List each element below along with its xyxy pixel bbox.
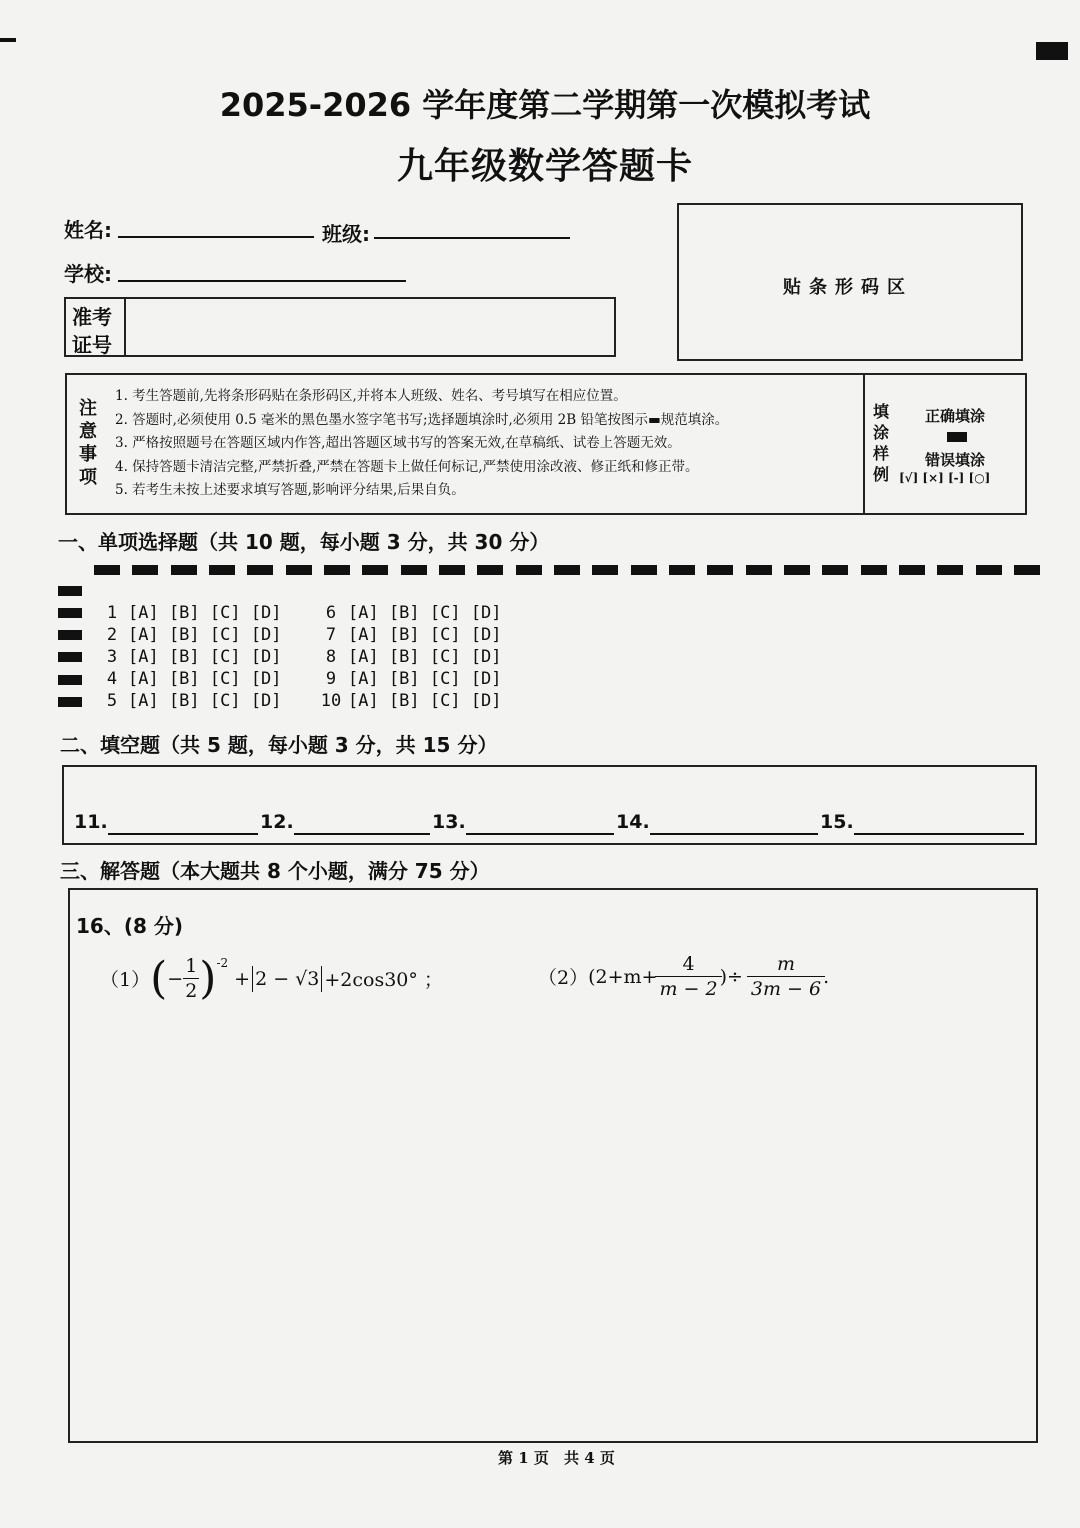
- part1-label: （1）: [100, 969, 151, 991]
- notes-side-char-1: 注: [79, 398, 97, 419]
- timing-mark: [362, 565, 388, 575]
- answer-options[interactable]: [A] [B] [C] [D]: [348, 691, 502, 711]
- fill-side-char-2: 涂: [873, 423, 890, 442]
- correct-fill-sample: [947, 432, 967, 442]
- choice-row[interactable]: [96, 690, 282, 712]
- wrong-fill-label: 错误填涂: [925, 451, 986, 469]
- blank-label-11: 11.: [74, 811, 108, 833]
- question-number: 9: [325, 669, 337, 689]
- ticket-label-2: 证号: [72, 333, 112, 357]
- corner-mark-left: [0, 38, 16, 42]
- correct-fill-label: 正确填涂: [925, 407, 986, 425]
- timing-mark: [554, 565, 580, 575]
- name-label: 姓名:: [64, 218, 112, 242]
- row-mark: [58, 608, 82, 618]
- row-mark: [58, 697, 82, 707]
- blank-field-11[interactable]: [108, 833, 258, 835]
- total-pages: 共 4 页: [564, 1449, 615, 1467]
- choice-row[interactable]: [314, 602, 502, 624]
- fill-side-label: [873, 401, 893, 485]
- timing-mark: [707, 565, 733, 575]
- part1-expression: [100, 954, 443, 1003]
- timing-mark: [477, 565, 503, 575]
- name-field[interactable]: [118, 236, 314, 238]
- section3-heading: 三、解答题（本大题共 8 个小题，满分 75 分）: [60, 859, 490, 883]
- part1-rest: +2cos30° ；: [324, 969, 443, 991]
- card-title: 九年级数学答题卡: [396, 146, 693, 187]
- part2-mid: )÷: [719, 965, 743, 988]
- question-number: 2: [106, 625, 118, 645]
- choice-row[interactable]: [96, 646, 282, 668]
- answer-options[interactable]: [A] [B] [C] [D]: [128, 647, 282, 667]
- part1-numerator: 1: [185, 955, 198, 977]
- note-item-3: 3. 严格按照题号在答题区域内作答,超出答题区域书写的答案无效,在草稿纸、试卷上答题无效。: [115, 435, 681, 451]
- ticket-label-1: 准考: [72, 305, 112, 329]
- minus-sign: −: [167, 967, 184, 990]
- timing-mark: [899, 565, 925, 575]
- blank-label-15: 15.: [820, 811, 854, 833]
- answer-options[interactable]: [A] [B] [C] [D]: [128, 669, 282, 689]
- part2-expression: [538, 952, 829, 1001]
- question-number: 10: [320, 691, 342, 711]
- part2-f2-numerator: m: [747, 952, 825, 977]
- part2-fraction-1: [657, 952, 719, 1001]
- notes-list: [115, 385, 867, 503]
- part2-prefix: (2+m+: [588, 965, 658, 988]
- section2-heading: 二、填空题（共 5 题，每小题 3 分，共 15 分）: [60, 733, 498, 757]
- choice-column-1: [96, 602, 282, 712]
- timing-mark: [209, 565, 235, 575]
- timing-mark: [286, 565, 312, 575]
- part2-label: （2）: [538, 967, 589, 989]
- timing-mark: [937, 565, 963, 575]
- blank-field-14[interactable]: [650, 833, 818, 835]
- school-field[interactable]: [118, 280, 406, 282]
- timing-mark: [401, 565, 427, 575]
- part2-f1-denominator: m − 2: [659, 978, 718, 1000]
- timing-mark: [171, 565, 197, 575]
- choice-row[interactable]: [96, 668, 282, 690]
- choice-row[interactable]: [314, 668, 502, 690]
- note-item-5: 5. 若考生未按上述要求填写答题,影响评分结果,后果自负。: [115, 482, 465, 498]
- note-item-1: 1. 考生答题前,先将条形码贴在条形码区,并将本人班级、姓名、考号填写在相应位置。: [115, 388, 627, 404]
- note-item-4: 4. 保持答题卡清洁完整,严禁折叠,严禁在答题卡上做任何标记,严禁使用涂改液、修正纸和修正带。: [115, 458, 699, 475]
- answer-options[interactable]: [A] [B] [C] [D]: [128, 691, 282, 711]
- question-number: 5: [106, 691, 118, 711]
- question-number: 6: [325, 603, 337, 623]
- answer-options[interactable]: [A] [B] [C] [D]: [348, 647, 502, 667]
- timing-mark: [861, 565, 887, 575]
- notes-side-label: [79, 397, 101, 489]
- plus-sign-1: +: [234, 967, 251, 990]
- choice-row[interactable]: [96, 624, 282, 646]
- timing-mark: [132, 565, 158, 575]
- part2-end: .: [823, 965, 830, 988]
- choice-row[interactable]: [314, 646, 502, 668]
- question-number: 1: [106, 603, 118, 623]
- wrong-fill-samples: [√] [×] [-] [○]: [899, 471, 991, 485]
- row-mark: [58, 586, 82, 596]
- timing-mark: [631, 565, 657, 575]
- timing-mark: [822, 565, 848, 575]
- timing-mark: [592, 565, 618, 575]
- question-number: 7: [325, 625, 337, 645]
- blank-field-12[interactable]: [294, 833, 430, 835]
- fill-side-char-3: 样: [873, 444, 890, 463]
- answer-options[interactable]: [A] [B] [C] [D]: [348, 603, 502, 623]
- timing-mark: [324, 565, 350, 575]
- blank-field-15[interactable]: [854, 833, 1024, 835]
- blank-field-13[interactable]: [466, 833, 614, 835]
- class-label: 班级:: [322, 222, 370, 246]
- timing-mark: [1014, 565, 1040, 575]
- blank-label-12: 12.: [260, 811, 294, 833]
- exam-title: 2025-2026 学年度第二学期第一次模拟考试: [219, 86, 871, 124]
- part2-f1-numerator: 4: [655, 952, 721, 977]
- row-mark: [58, 652, 82, 662]
- class-field[interactable]: [374, 237, 570, 239]
- timing-mark: [94, 565, 120, 575]
- timing-mark: [247, 565, 273, 575]
- part1-denominator: 2: [185, 980, 198, 1002]
- choice-row[interactable]: [314, 690, 502, 712]
- answer-area-16[interactable]: [68, 888, 1038, 1443]
- answer-options[interactable]: [A] [B] [C] [D]: [128, 603, 282, 623]
- section1-heading: 一、单项选择题（共 10 题，每小题 3 分，共 30 分）: [58, 530, 550, 554]
- choice-row[interactable]: [96, 602, 282, 624]
- answer-options[interactable]: [A] [B] [C] [D]: [348, 669, 502, 689]
- school-label: 学校:: [64, 262, 112, 286]
- choice-row[interactable]: [314, 624, 502, 646]
- barcode-area: [677, 203, 1023, 361]
- fill-side-char-1: 填: [873, 402, 890, 421]
- right-paren: ): [199, 952, 217, 1004]
- fill-blank-box: [62, 765, 1037, 845]
- part2-fraction-2: [749, 952, 823, 1001]
- notes-box: [65, 373, 1027, 515]
- part2-f2-denominator: 3m − 6: [750, 978, 822, 1000]
- timing-mark: [669, 565, 695, 575]
- fill-example-panel: [863, 375, 1027, 513]
- timing-mark-row: [94, 565, 1040, 575]
- notes-side-char-2: 意: [79, 421, 97, 442]
- part1-exponent: -2: [216, 956, 229, 970]
- fill-side-char-4: 例: [873, 465, 890, 484]
- note-item-2: 2. 答题时,必须使用 0.5 毫米的黑色墨水签字笔书写;选择题填涂时,必须用 2B 铅笔按图示▬规范填涂。: [115, 411, 729, 428]
- timing-mark: [439, 565, 465, 575]
- timing-mark: [746, 565, 772, 575]
- question-number: 8: [325, 647, 337, 667]
- notes-side-char-4: 项: [79, 467, 97, 488]
- choice-column-2: [314, 602, 502, 712]
- answer-options[interactable]: [A] [B] [C] [D]: [128, 625, 282, 645]
- page-number: 第 1 页: [498, 1449, 549, 1467]
- row-mark: [58, 675, 82, 685]
- left-paren: (: [150, 952, 168, 1004]
- blank-label-14: 14.: [616, 811, 650, 833]
- question-number: 3: [106, 647, 118, 667]
- question-16-label: 16、(8 分): [76, 914, 183, 938]
- barcode-area-label: 贴条形码区: [783, 277, 913, 298]
- answer-options[interactable]: [A] [B] [C] [D]: [348, 625, 502, 645]
- notes-side-char-3: 事: [79, 444, 97, 465]
- corner-mark-right: [1036, 42, 1068, 60]
- ticket-label-cell: [66, 299, 126, 355]
- row-mark: [58, 630, 82, 640]
- ticket-number-box[interactable]: [64, 297, 616, 357]
- timing-mark: [784, 565, 810, 575]
- blank-label-13: 13.: [432, 811, 466, 833]
- timing-mark: [516, 565, 542, 575]
- absolute-value: 2 − √3: [252, 966, 322, 992]
- timing-mark: [976, 565, 1002, 575]
- question-number: 4: [106, 669, 118, 689]
- part1-fraction: [183, 954, 199, 1003]
